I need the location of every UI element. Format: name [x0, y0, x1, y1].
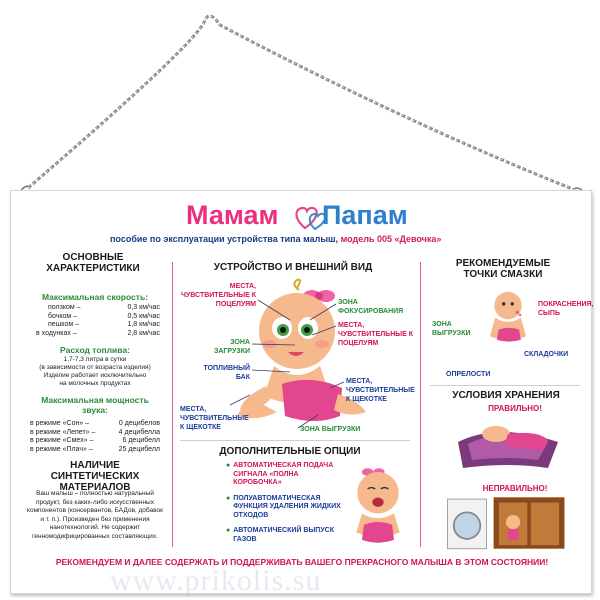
sound-table [30, 420, 160, 454]
specs-title: ОСНОВНЫЕ ХАРАКТЕРИСТИКИ [46, 252, 140, 274]
options-title: ДОПОЛНИТЕЛЬНЫЕ ОПЦИИ [219, 446, 361, 457]
sound-row: в режиме «Смех» – 6 децибелл [30, 437, 160, 444]
bullet-icon: ● [226, 462, 231, 469]
fuel-block: 1,7-7,3 литра в сутки (в зависимости от возраста изделия) Изделие работает исключительно на молочных продуктах [39, 356, 151, 387]
lube-label-folds: СКЛАДОЧКИ [524, 351, 569, 358]
watermark: www.prikolis.su [110, 564, 322, 597]
speed-row: пешком – 1,8 км/час [48, 321, 160, 328]
sound-title: Максимальная мощность звука: [41, 395, 149, 415]
lube-label-redness: ПОКРАСНЕНИЯ, СЫПЬ [538, 301, 594, 317]
label-kiss-right: МЕСТА, ЧУВСТВИТЕЛЬНЫЕ К ПОЦЕЛУЯМ [338, 322, 413, 347]
speed-row: бочком – 0,5 км/час [48, 312, 160, 320]
label-kiss-top: МЕСТА, ЧУВСТВИТЕЛЬНЫЕ К ПОЦЕЛУЯМ [181, 283, 256, 308]
speed-table [30, 304, 160, 338]
brand-right: Папам [322, 200, 408, 230]
divider-right [420, 262, 421, 547]
divider-storage [430, 385, 580, 386]
lube-title: РЕКОМЕНДУЕМЫЕ ТОЧКИ СМАЗКИ [455, 258, 551, 280]
lube-label-unloading: ЗОНА ВЫГРУЗКИ [432, 321, 471, 337]
label-focus: ЗОНА ФОКУСИРОВАНИЯ [338, 299, 404, 315]
speed-row: ползком – 0,3 км/час [48, 304, 160, 311]
bullet-icon: ● [226, 494, 231, 502]
subtitle [110, 234, 530, 244]
subtitle-model: модель 005 «Девочка» [340, 234, 442, 244]
option-item: ● ПОЛУАВТОМАТИЧЕСКАЯ ФУНКЦИЯ УДАЛЕНИЯ ЖИДКИХ ОТХОДОВ [226, 494, 341, 519]
label-loading: ЗОНА ЗАГРУЗКИ [213, 339, 250, 355]
speed-row: в ходунках – 2,8 км/час [36, 329, 160, 337]
options-list [226, 462, 346, 544]
bullet-icon: ● [226, 527, 231, 534]
speed-title: Максимальная скорость: [42, 292, 148, 302]
storage-title: УСЛОВИЯ ХРАНЕНИЯ [452, 390, 560, 401]
device-title: УСТРОЙСТВО И ВНЕШНИЙ ВИД [213, 262, 373, 273]
synthetic-text: Ваш малыш – полностью натуральный продукт, без каких-либо искусственных компонентов (консервантов, БАДов, добавок и т. п.). Произведен без применения нанотехнологий. Не содержит генномодифицированных составляющих. [27, 490, 163, 540]
option-item: ● АВТОМАТИЧЕСКАЯ ПОДАЧА СИГНАЛА «ПОЛНА КОРОБОЧКА» [226, 462, 334, 486]
label-tickle-right: МЕСТА, ЧУВСТВИТЕЛЬНЫЕ К ЩЕКОТКЕ [346, 378, 415, 403]
storage-wrong-illustration [436, 492, 576, 554]
footer-banner: РЕКОМЕНДУЕМ И ДАЛЕЕ СОДЕРЖАТЬ И ПОДДЕРЖИВАТЬ ВАШЕГО ПРЕКРАСНОГО МАЛЫША В ЭТОМ СОСТОЯНИИ! [55, 557, 549, 567]
hanging-chain [0, 0, 600, 200]
sound-row: в режиме «Лепет» – 4 децибелла [30, 428, 160, 436]
label-tickle-left: МЕСТА, ЧУВСТВИТЕЛЬНЫЕ К ЩЕКОТКЕ [180, 406, 249, 431]
lube-baby-illustration [478, 286, 538, 356]
fuel-title: Расход топлива: [60, 345, 130, 355]
subtitle-main: пособие по эксплуатации устройства типа малыш, [110, 234, 339, 244]
synthetic-title: НАЛИЧИЕ СИНТЕТИЧЕСКИХ МАТЕРИАЛОВ [50, 460, 140, 493]
storage-right-label: ПРАВИЛЬНО! [488, 404, 542, 413]
brand-left: Мамам [186, 200, 279, 230]
option-item: ● АВТОМАТИЧЕСКИЙ ВЫПУСК ГАЗОВ [226, 527, 335, 543]
lube-label-diaper-rash: ОПРЕЛОСТИ [446, 371, 491, 378]
storage-right-illustration [448, 412, 568, 472]
sound-row: в режиме «Сон» – 0 децибелов [30, 420, 160, 427]
brand-logo [180, 200, 420, 236]
storage-wrong-label: НЕПРАВИЛЬНО! [482, 484, 548, 493]
label-unloading: ЗОНА ВЫГРУЗКИ [300, 426, 361, 433]
sound-row: в режиме «Плач» – 25 децибелл [30, 445, 160, 453]
divider-middle [180, 440, 410, 441]
label-fuel-tank: ТОПЛИВНЫЙ БАК [203, 365, 250, 381]
divider-left [172, 262, 173, 547]
crying-baby-illustration [345, 462, 411, 548]
